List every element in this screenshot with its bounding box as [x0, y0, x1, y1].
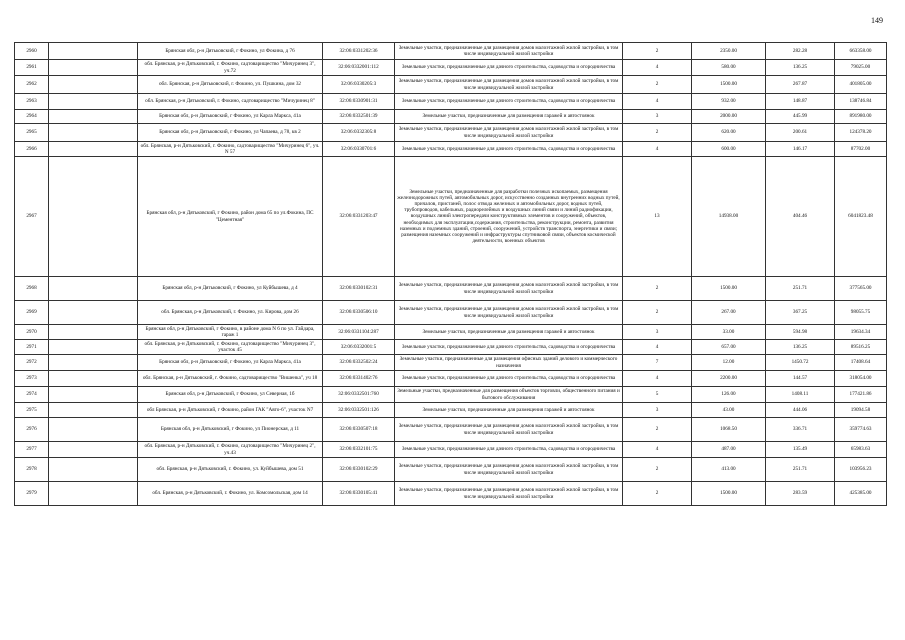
table-row [15, 418, 887, 442]
page-number: 149 [871, 16, 883, 25]
cadastral-value-cell: 89516.25 [835, 340, 887, 355]
row-number: 2977 [15, 442, 49, 458]
land-use-cell: Земельные участки, предназначенные для размещения офисных зданий делового и коммерческого назначения [395, 355, 623, 371]
table-row [15, 142, 887, 157]
address-cell: Брянская обл, р-н Дятьковский, г Фокино, ул Северная, 1б [138, 387, 323, 403]
cadastral-number-cell: 32:06:0330105:41 [323, 482, 395, 506]
area-cell: 2350.00 [692, 43, 766, 60]
unit-price-cell: 445.99 [766, 110, 835, 124]
table-row [15, 403, 887, 418]
table-row [15, 340, 887, 355]
row-number: 2979 [15, 482, 49, 506]
address-cell: Брянская обл, р-н Дятьковский, г Фокино, ул Карла Маркса, 41а [138, 355, 323, 371]
table-row [15, 124, 887, 142]
unit-price-cell: 148.87 [766, 94, 835, 110]
land-use-cell: Земельные участки, предназначенные для размещения домов малоэтажной жилой застройки, в том числе индивидуальной жилой застройки [395, 43, 623, 60]
table-row [15, 325, 887, 340]
use-group-cell: 2 [623, 43, 692, 60]
address-cell: обл. Брянская, р-н Дятьковский, г. Фокино, садтоварищество "Мичуринец 6", уч. N 57 [138, 142, 323, 157]
cadastral-number-cell: 32:06:0331104:287 [323, 325, 395, 340]
land-use-cell: Земельные участки, предназначенные для дачного строительства, садоводства и огородничества [395, 142, 623, 157]
cadastral-value-cell: 663358.00 [835, 43, 887, 60]
unit-price-cell: 367.25 [766, 301, 835, 325]
address-cell: обл. Брянская, р-н Дятьковский, г. Фокино, садтоварищество "Мичуринец 3", уч.72 [138, 60, 323, 76]
area-cell: 2000.00 [692, 110, 766, 124]
area-cell: 1500.00 [692, 277, 766, 301]
cadastral-number-cell: 32:06:0330507:18 [323, 418, 395, 442]
row-number: 2975 [15, 403, 49, 418]
empty-cell [49, 458, 138, 482]
cadastral-value-cell: 79025.00 [835, 60, 887, 76]
empty-cell [49, 371, 138, 387]
use-group-cell: 7 [623, 355, 692, 371]
cadastral-value-cell: 359774.63 [835, 418, 887, 442]
land-use-cell: Земельные участки, предназначенные для дачного строительства, садоводства и огородничества [395, 442, 623, 458]
cadastral-value-cell: 17408.64 [835, 355, 887, 371]
address-cell: обл. Брянская, р-н Дятьковский, г. Фокино, ул. Комсомольская, дом 14 [138, 482, 323, 506]
empty-cell [49, 43, 138, 60]
land-use-cell: Земельные участки, предназначенные для размещения гаражей и автостоянок [395, 403, 623, 418]
use-group-cell: 2 [623, 301, 692, 325]
land-use-cell: Земельные участки, предназначенные для размещения объектов торговли, общественного питания и бытового обслуживания [395, 387, 623, 403]
cadastral-value-cell: 891980.00 [835, 110, 887, 124]
row-number: 2973 [15, 371, 49, 387]
cadastral-number-cell: 32:06:0332001:5 [323, 340, 395, 355]
table-row [15, 110, 887, 124]
unit-price-cell: 594.98 [766, 325, 835, 340]
empty-cell [49, 110, 138, 124]
land-use-cell: Земельные участки, предназначенные для дачного строительства, садоводства и огородничества [395, 94, 623, 110]
land-use-cell: Земельные участки, предназначенные для дачного строительства, садоводства и огородничества [395, 340, 623, 355]
land-use-cell: Земельные участки, предназначенные для размещения гаражей и автостоянок [395, 325, 623, 340]
area-cell: 600.00 [692, 142, 766, 157]
empty-cell [49, 418, 138, 442]
cadastral-value-cell: 65983.63 [835, 442, 887, 458]
unit-price-cell: 144.57 [766, 371, 835, 387]
empty-cell [49, 403, 138, 418]
cadastral-number-cell: 32:06:0331203:47 [323, 157, 395, 277]
use-group-cell: 3 [623, 325, 692, 340]
land-use-cell: Земельные участки, предназначенные для размещения домов малоэтажной жилой застройки, в том числе индивидуальной жилой застройки [395, 458, 623, 482]
empty-cell [49, 387, 138, 403]
address-cell: обл. Брянская, р-н Дятьковский, г. Фокино, ул. Пушкина, дом 32 [138, 76, 323, 94]
cadastral-value-cell: 318054.00 [835, 371, 887, 387]
table-row [15, 94, 887, 110]
use-group-cell: 4 [623, 340, 692, 355]
table-row [15, 371, 887, 387]
empty-cell [49, 157, 138, 277]
table-row [15, 76, 887, 94]
use-group-cell: 2 [623, 418, 692, 442]
empty-cell [49, 124, 138, 142]
unit-price-cell: 1408.11 [766, 387, 835, 403]
use-group-cell: 2 [623, 277, 692, 301]
address-cell: обл. Брянская, р-н Дятьковский, г. Фокино, садтоварищество "Мичуринец 8" [138, 94, 323, 110]
area-cell: 413.00 [692, 458, 766, 482]
cadastral-value-cell: 19094.58 [835, 403, 887, 418]
cadastral-value-cell: 19634.34 [835, 325, 887, 340]
empty-cell [49, 277, 138, 301]
unit-price-cell: 136.25 [766, 60, 835, 76]
row-number: 2974 [15, 387, 49, 403]
use-group-cell: 5 [623, 387, 692, 403]
land-use-cell: Земельные участки, предназначенные для размещения домов малоэтажной жилой застройки, в том числе индивидуальной жилой застройки [395, 482, 623, 506]
use-group-cell: 13 [623, 157, 692, 277]
unit-price-cell: 282.28 [766, 43, 835, 60]
use-group-cell: 3 [623, 110, 692, 124]
cadastral-number-cell: 32:06:0330901:31 [323, 94, 395, 110]
empty-cell [49, 142, 138, 157]
use-group-cell: 4 [623, 60, 692, 76]
use-group-cell: 3 [623, 403, 692, 418]
cadastral-value-cell: 87702.00 [835, 142, 887, 157]
table-row [15, 458, 887, 482]
table-row [15, 277, 887, 301]
cadastral-number-cell: 32:06:0332305:8 [323, 124, 395, 142]
row-number: 2971 [15, 340, 49, 355]
land-use-cell: Земельные участки, предназначенные для размещения домов малоэтажной жилой застройки, в том числе индивидуальной жилой застройки [395, 124, 623, 142]
table-row [15, 301, 887, 325]
use-group-cell: 4 [623, 94, 692, 110]
land-use-cell: Земельные участки, предназначенные для разработки полезных ископаемых, размещения железнодорожных путей, автомобильных дорог, искусственно созданных внутренних водных путей, причалов, пристаней, полос отвода железных и автомобильных дорог, водных путей, трубопроводов, кабельных, радиорелейных и воздушных линий связи и линий радиофикации, воздушных линий электропередачи конструктивных элементов и сооружений, объектов, необходимых для эксплуатации,содержания, строительства, реконструкции, ремонта, развития наземных и подземных зданий, строений, сооружений, устройств транспорта, энергетики и связи; размещения наземных сооружений и инфраструктуры спутниковой связи, объектов космической деятельности, военных объектов [395, 157, 623, 277]
address-cell: обл Брянская, р-н Дятьковский, г Фокино, район ГАК "Авто-6", участок N7 [138, 403, 323, 418]
table-row [15, 157, 887, 277]
area-cell: 932.00 [692, 94, 766, 110]
unit-price-cell: 251.71 [766, 458, 835, 482]
table-row [15, 482, 887, 506]
unit-price-cell: 136.25 [766, 340, 835, 355]
area-cell: 580.00 [692, 60, 766, 76]
cadastral-number-cell: 32:06:0332001:112 [323, 60, 395, 76]
address-cell: Брянская обл, р-н Дятьковский, г Фокино, ул Пионерская, д 11 [138, 418, 323, 442]
empty-cell [49, 60, 138, 76]
cadastral-number-cell: 32:06:0332501:39 [323, 110, 395, 124]
land-use-cell: Земельные участки, предназначенные для размещения домов малоэтажной жилой застройки, в том числе индивидуальной жилой застройки [395, 301, 623, 325]
row-number: 2967 [15, 157, 49, 277]
row-number: 2968 [15, 277, 49, 301]
row-number: 2972 [15, 355, 49, 371]
cadastral-value-cell: 103956.23 [835, 458, 887, 482]
use-group-cell: 2 [623, 482, 692, 506]
row-number: 2978 [15, 458, 49, 482]
row-number: 2963 [15, 94, 49, 110]
cadastral-number-cell: 32:06:0330506:10 [323, 301, 395, 325]
cadastral-number-cell: 32:06:0330701:6 [323, 142, 395, 157]
cadastral-value-cell: 98055.75 [835, 301, 887, 325]
cadastral-number-cell: 32:06:0332501:760 [323, 387, 395, 403]
cadastral-number-cell: 32:06:0330102:31 [323, 277, 395, 301]
empty-cell [49, 94, 138, 110]
row-number: 2969 [15, 301, 49, 325]
cadastral-number-cell: 32:06:0330205:3 [323, 76, 395, 94]
cadastral-value-cell: 138746.84 [835, 94, 887, 110]
row-number: 2964 [15, 110, 49, 124]
land-use-cell: Земельные участки, предназначенные для дачного строительства, садоводства и огородничества [395, 60, 623, 76]
land-use-cell: Земельные участки, предназначенные для размещения домов малоэтажной жилой застройки, в том числе индивидуальной жилой застройки [395, 76, 623, 94]
row-number: 2970 [15, 325, 49, 340]
address-cell: обл. Брянская, р-н Дятьковский, г. Фокино, садтоварищество "Мичуринец 2", уч.43 [138, 442, 323, 458]
unit-price-cell: 267.87 [766, 76, 835, 94]
address-cell: Брянская обл, р-н Дятьковский, г Фокино, район дома 65 по ул.Фокина, ПС "Цементная" [138, 157, 323, 277]
area-cell: 2200.00 [692, 371, 766, 387]
use-group-cell: 2 [623, 76, 692, 94]
cadastral-number-cell: 32:06:0332502:24 [323, 355, 395, 371]
area-cell: 487.00 [692, 442, 766, 458]
unit-price-cell: 336.71 [766, 418, 835, 442]
address-cell: обл. Брянская, р-н Дятьковский, г. Фокино, садтоварищество "Вишенка", уч 18 [138, 371, 323, 387]
use-group-cell: 4 [623, 142, 692, 157]
table-body [15, 43, 887, 506]
land-use-cell: Земельные участки, предназначенные для размещения домов малоэтажной жилой застройки, в том числе индивидуальной жилой застройки [395, 418, 623, 442]
address-cell: Брянская обл, р-н Дятьковский, г Фокино, ул Чапаева, д 78, кв 2 [138, 124, 323, 142]
row-number: 2976 [15, 418, 49, 442]
area-cell: 12.00 [692, 355, 766, 371]
area-cell: 126.00 [692, 387, 766, 403]
address-cell: Брянская обл, р-н Дятьковский, г Фокино, ул Фокина, д 76 [138, 43, 323, 60]
unit-price-cell: 283.59 [766, 482, 835, 506]
area-cell: 657.00 [692, 340, 766, 355]
empty-cell [49, 482, 138, 506]
use-group-cell: 2 [623, 458, 692, 482]
cadastral-value-cell: 177421.86 [835, 387, 887, 403]
address-cell: обл. Брянская, р-н Дятьковский, г. Фокино, ул. Кирова, дом 26 [138, 301, 323, 325]
unit-price-cell: 404.46 [766, 157, 835, 277]
cadastral-number-cell: 32:06:0330102:29 [323, 458, 395, 482]
cadastral-value-cell: 401805.00 [835, 76, 887, 94]
address-cell: Брянская обл, р-н Дятьковский, г Фокино, в районе дома N 6 по ул. Гайдара, гараж 1 [138, 325, 323, 340]
address-cell: Брянская обл, р-н Дятьковский, г Фокино, ул Куйбышева, д 4 [138, 277, 323, 301]
cadastral-number-cell: 32:06:0331402:76 [323, 371, 395, 387]
area-cell: 1068.50 [692, 418, 766, 442]
table-row [15, 355, 887, 371]
unit-price-cell: 146.17 [766, 142, 835, 157]
area-cell: 43.00 [692, 403, 766, 418]
cadastral-number-cell: 32:06:0331202:36 [323, 43, 395, 60]
cadastral-value-cell: 6041823.48 [835, 157, 887, 277]
cadastral-value-cell: 425385.00 [835, 482, 887, 506]
area-cell: 620.00 [692, 124, 766, 142]
row-number: 2965 [15, 124, 49, 142]
cadastral-number-cell: 32:06:0332501:126 [323, 403, 395, 418]
cadastral-registry-table [14, 42, 887, 506]
area-cell: 267.00 [692, 301, 766, 325]
row-number: 2966 [15, 142, 49, 157]
address-cell: обл. Брянская, р-н Дятьковский, г. Фокино, ул. Куйбышева, дом 51 [138, 458, 323, 482]
table-row [15, 387, 887, 403]
unit-price-cell: 1450.72 [766, 355, 835, 371]
area-cell: 14938.00 [692, 157, 766, 277]
use-group-cell: 2 [623, 124, 692, 142]
row-number: 2962 [15, 76, 49, 94]
land-use-cell: Земельные участки, предназначенные для размещения гаражей и автостоянок [395, 110, 623, 124]
unit-price-cell: 200.61 [766, 124, 835, 142]
area-cell: 33.00 [692, 325, 766, 340]
row-number: 2961 [15, 60, 49, 76]
use-group-cell: 4 [623, 371, 692, 387]
address-cell: обл. Брянская, р-н Дятьковский, г. Фокино, садтоварищество "Мичуринец 3", участок 45 [138, 340, 323, 355]
empty-cell [49, 325, 138, 340]
empty-cell [49, 442, 138, 458]
use-group-cell: 4 [623, 442, 692, 458]
unit-price-cell: 135.49 [766, 442, 835, 458]
table-row [15, 43, 887, 60]
unit-price-cell: 251.71 [766, 277, 835, 301]
unit-price-cell: 444.06 [766, 403, 835, 418]
cadastral-number-cell: 32:06:0332101:75 [323, 442, 395, 458]
table-row [15, 442, 887, 458]
table-row [15, 60, 887, 76]
area-cell: 1500.00 [692, 76, 766, 94]
empty-cell [49, 301, 138, 325]
empty-cell [49, 355, 138, 371]
area-cell: 1500.00 [692, 482, 766, 506]
row-number: 2960 [15, 43, 49, 60]
land-use-cell: Земельные участки, предназначенные для размещения домов малоэтажной жилой застройки, в том числе индивидуальной жилой застройки [395, 277, 623, 301]
land-use-cell: Земельные участки, предназначенные для дачного строительства, садоводства и огородничества [395, 371, 623, 387]
empty-cell [49, 340, 138, 355]
cadastral-value-cell: 124378.20 [835, 124, 887, 142]
cadastral-value-cell: 377565.00 [835, 277, 887, 301]
empty-cell [49, 76, 138, 94]
address-cell: Брянская обл, р-н Дятьковский, г Фокино, ул Карла Маркса, 41а [138, 110, 323, 124]
